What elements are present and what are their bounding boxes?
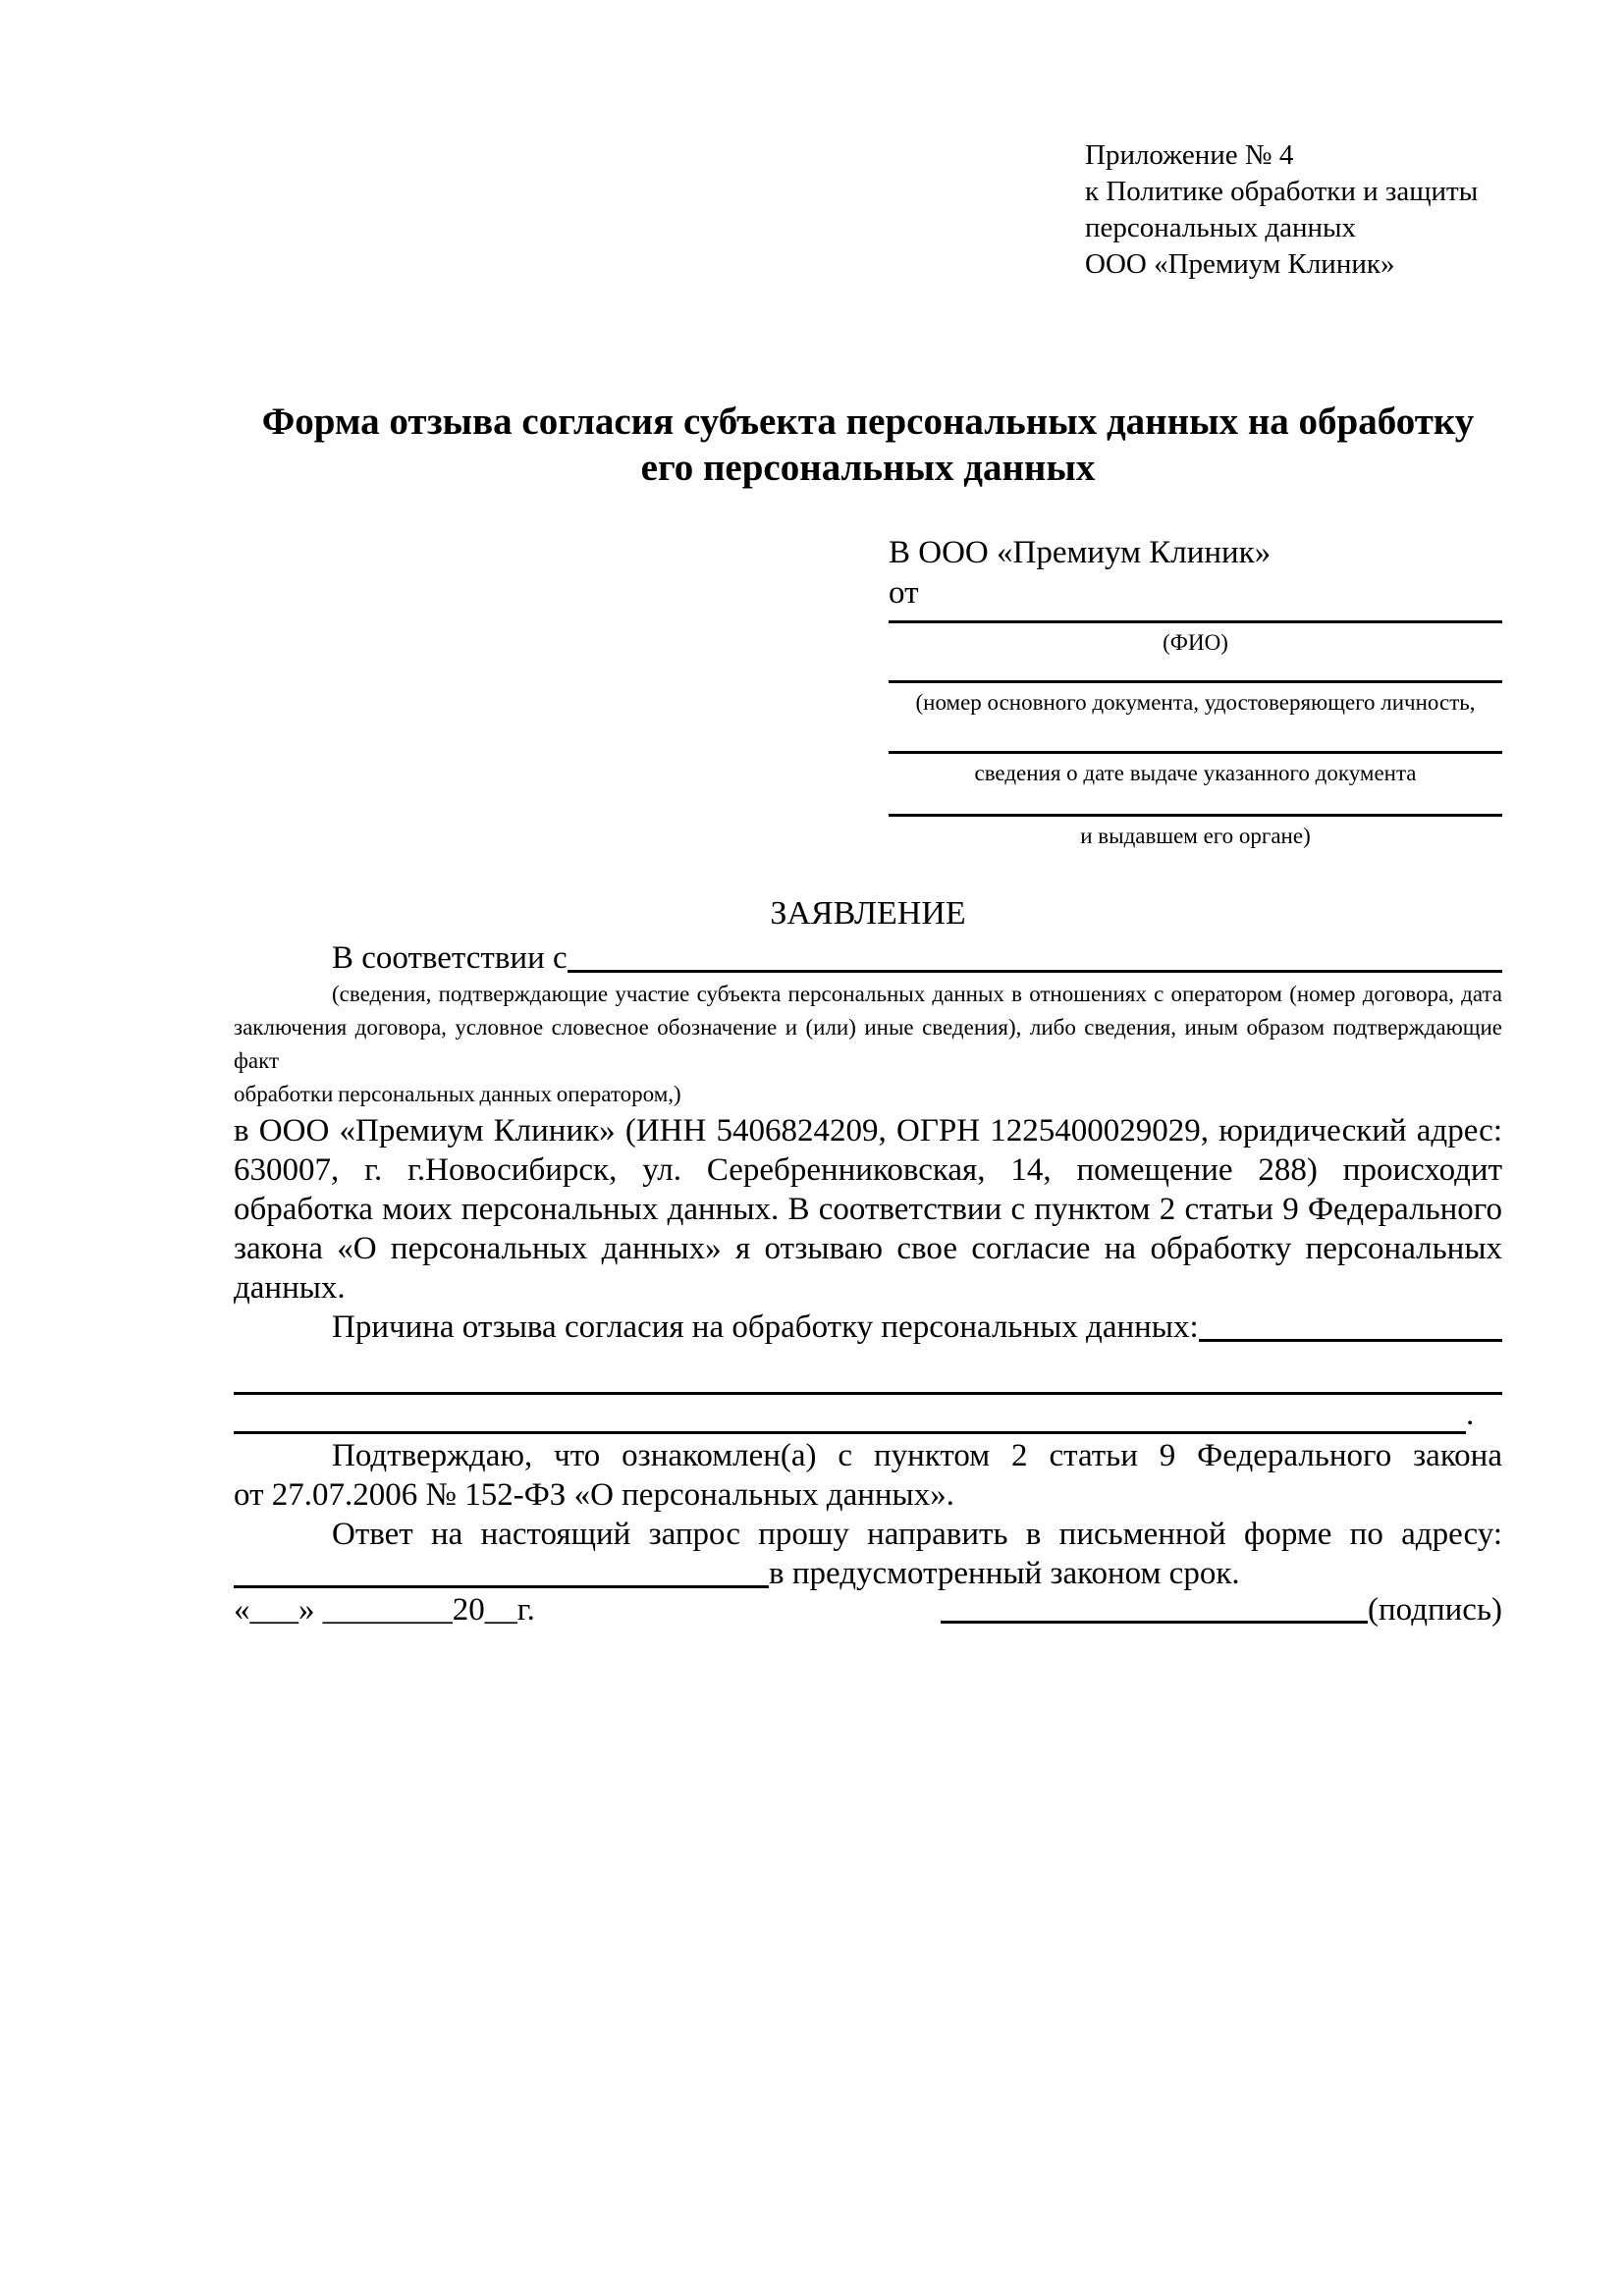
body-paragraph	[234, 1111, 1502, 1308]
form-title	[234, 399, 1502, 491]
note-line: (сведения, подтверждающие участие субъекта персональных данных в отношениях с оператором (номер договора, дата	[332, 982, 1502, 1006]
addressee-block	[889, 532, 1502, 852]
signature-caption: (подпись)	[1368, 1592, 1502, 1628]
reason-blank-line-3	[234, 1396, 1466, 1434]
body-line: закона «О персональных данных» я отзываю свое согласие на обработку персональных	[234, 1231, 1502, 1266]
statement-body	[234, 938, 1502, 1593]
reason-indent	[234, 1308, 332, 1347]
fio-caption: (ФИО)	[1163, 630, 1228, 655]
footer-row	[234, 1590, 1502, 1629]
reply-paragraph	[234, 1515, 1502, 1593]
form-title-line: Форма отзыва согласия субъекта персональных данных на обработку	[261, 400, 1475, 443]
intro-blank-line	[568, 938, 1502, 973]
note-line: обработки персональных данных оператором,)	[234, 1082, 681, 1106]
signature-group	[941, 1590, 1502, 1629]
reason-blank-row-3	[234, 1395, 1502, 1434]
body-line: данных.	[234, 1270, 346, 1306]
doc-date-caption: сведения о дате выдаче указанного документа	[974, 761, 1417, 785]
form-title-line: его персональных данных	[640, 447, 1096, 489]
signature-blank-line	[941, 1621, 1368, 1624]
appendix-line: персональных данных	[1085, 212, 1357, 243]
intro-row	[234, 938, 1502, 978]
confirm-line: от 27.07.2006 № 152-ФЗ «О персональных данных».	[234, 1477, 954, 1513]
note-paragraph	[234, 978, 1502, 1111]
doc-issuer-caption: и выдавшем его органе)	[1080, 824, 1311, 848]
fio-blank-line	[889, 613, 1502, 623]
address-blank-line	[234, 1554, 769, 1588]
addressee-from: от	[889, 575, 919, 611]
addressee-to: В ООО «Премиум Клиник»	[889, 535, 1272, 570]
appendix-line: ООО «Премиум Клиник»	[1085, 248, 1395, 280]
statement-heading: ЗАЯВЛЕНИЕ	[770, 895, 966, 932]
intro-label: В соответствии с	[332, 940, 568, 976]
appendix-header	[1085, 137, 1478, 283]
doc-issuer-blank-line	[889, 789, 1502, 817]
reply-line: Ответ на настоящий запрос прошу направить в письменной форме по адресу:	[332, 1517, 1502, 1552]
appendix-line: к Политике обработки и защиты	[1085, 176, 1479, 207]
reply-line-2: в предусмотренный законом срок.	[769, 1556, 1240, 1591]
doc-number-blank-line	[889, 659, 1502, 683]
reason-blank-line	[1199, 1308, 1502, 1342]
reply-address-row	[234, 1554, 1502, 1593]
doc-number-caption: (номер основного документа, удостоверяющего личность,	[915, 690, 1476, 715]
body-line: обработка моих персональных данных. В соответствии с пунктом 2 статьи 9 Федерального	[234, 1192, 1502, 1227]
reason-blank-line-2	[234, 1347, 1502, 1395]
body-line: в ООО «Премиум Клиник» (ИНН 5406824209, ОГРН 1225400029029, юридический адрес:	[234, 1113, 1502, 1148]
date-blank: «___» ________20__г.	[234, 1592, 535, 1628]
confirm-line: Подтверждаю, что ознакомлен(а) с пунктом 2 статьи 9 Федерального закона	[332, 1438, 1502, 1473]
confirm-paragraph	[234, 1436, 1502, 1515]
body-line: 630007, г. г.Новосибирск, ул. Серебренниковская, 14, помещение 288) происходит	[234, 1152, 1502, 1188]
note-line: заключения договора, условное словесное обозначение и (или) иные сведения), либо сведения, иным образом подтверждающие факт	[234, 1015, 1502, 1073]
reason-row	[234, 1308, 1502, 1347]
reason-period: .	[1466, 1397, 1475, 1432]
appendix-line: Приложение № 4	[1085, 139, 1294, 171]
intro-indent	[234, 938, 332, 978]
reason-label: Причина отзыва согласия на обработку персональных данных:	[332, 1309, 1199, 1345]
doc-date-blank-line	[889, 719, 1502, 754]
